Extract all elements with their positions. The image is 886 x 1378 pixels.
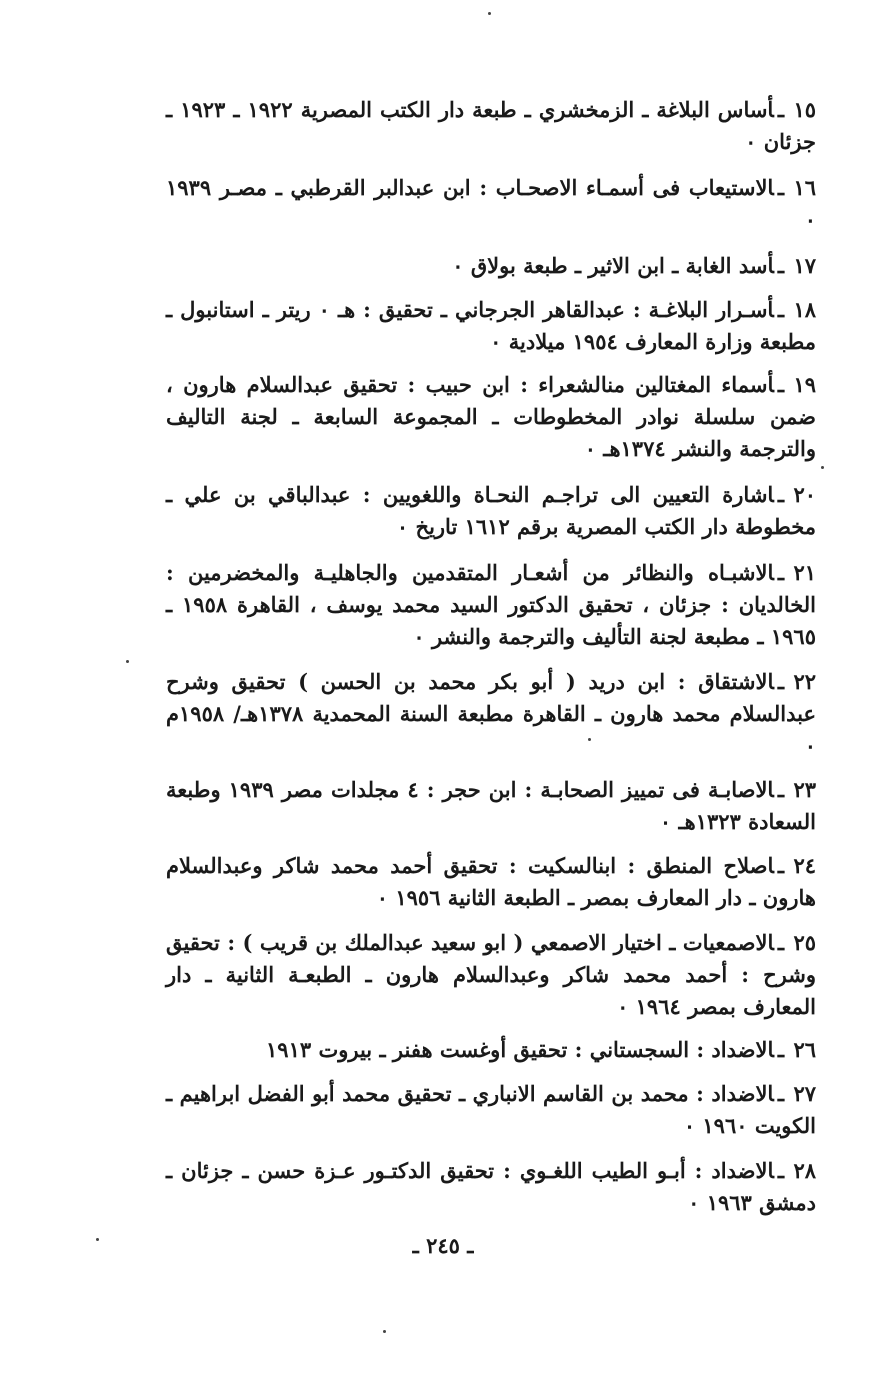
bibliography-entry-22: ٢٢ـالاشتقاق : ابن دريد ( أبو بكر محمد بن الحسن ) تحقيق وشرح عبدالسلام محمد هارون ـ القاهرة مطبعة السنة المحمدية ١٣٧٨هـ/ ١٩٥٨م ٠ [166, 666, 816, 762]
entry-number: ١٨ [793, 297, 816, 322]
entry-number: ٢٨ [793, 1158, 816, 1183]
entry-text: الاشتقاق : ابن دريد ( أبو بكر محمد بن الحسن ) تحقيق وشرح عبدالسلام محمد هارون ـ القاهرة مطبعة السنة المحمدية ١٣٧٨هـ/ ١٩٥٨م ٠ [166, 669, 816, 758]
entry-text: الاشبـاه والنظائر من أشعـار المتقدمين والجاهليـة والمخضرمين : الخالديان : جزئان ، تحقيق الدكتور السيد محمد يوسف ، القاهرة ١٩٥٨ ـ ١٩٦٥ ـ مطبعة لجنة التأليف والترجمة والنشر ٠ [166, 560, 816, 649]
entry-number: ٢٢ [793, 669, 816, 694]
entry-text: أساس البلاغة ـ الزمخشري ـ طبعة دار الكتب المصرية ١٩٢٢ ـ ١٩٢٣ ـ جزئان ٠ [166, 97, 816, 154]
page-number: ـ ٢٤٥ ـ [412, 1233, 474, 1258]
bibliography-entry-26: ٢٦ـالاضداد : السجستاني : تحقيق أوغست هفنر ـ بيروت ١٩١٣ [166, 1034, 816, 1066]
entry-number: ١٥ [793, 97, 816, 122]
entry-text: اصلاح المنطق : ابنالسكيت : تحقيق أحمد محمد شاكر وعبدالسلام هارون ـ دار المعارف بمصر ـ الطبعة الثانية ١٩٥٦ ٠ [166, 853, 816, 910]
bibliography-entry-20: ٢٠ـاشارة التعيين الى تراجـم النحـاة واللغويين : عبدالباقي بن علي ـ مخطوطة دار الكتب المصرية برقم ١٦١٢ تاريخ ٠ [166, 479, 816, 543]
scan-speck [821, 466, 824, 469]
entry-text: الاستيعاب فى أسمـاء الاصحـاب : ابن عبدالبر القرطبي ـ مصـر ١٩٣٩ ٠ [166, 175, 816, 232]
entry-text: الاضداد : محمد بن القاسم الانباري ـ تحقيق محمد أبو الفضل ابراهيم ـ الكويت ١٩٦٠ ٠ [166, 1081, 816, 1138]
entry-number: ٢٠ [793, 482, 816, 507]
bibliography-entry-19: ١٩ـأسماء المغتالين منالشعراء : ابن حبيب : تحقيق عبدالسلام هارون ، ضمن سلسلة نوادر المخطوطات ـ المجموعة السابعة ـ لجنة التاليف والترجمة والنشر ١٣٧٤هـ ٠ [166, 369, 816, 465]
scan-speck [488, 12, 491, 15]
bibliography-entry-16: ١٦ـالاستيعاب فى أسمـاء الاصحـاب : ابن عبدالبر القرطبي ـ مصـر ١٩٣٩ ٠ [166, 172, 816, 236]
bibliography-entry-24: ٢٤ـاصلاح المنطق : ابنالسكيت : تحقيق أحمد محمد شاكر وعبدالسلام هارون ـ دار المعارف بمصر ـ الطبعة الثانية ١٩٥٦ ٠ [166, 850, 816, 914]
entry-text: أسـرار البلاغـة : عبدالقاهر الجرجاني ـ تحقيق : هـ ٠ ريتر ـ استانبول ـ مطبعة وزارة المعارف ١٩٥٤ ميلادية ٠ [166, 297, 816, 354]
entry-number: ١٩ [793, 372, 816, 397]
entry-number: ٢٧ [793, 1081, 816, 1106]
entry-number: ٢٦ [793, 1037, 816, 1062]
scan-speck [126, 660, 129, 663]
entry-number: ٢٤ [793, 853, 816, 878]
bibliography-entry-15: ١٥ـأساس البلاغة ـ الزمخشري ـ طبعة دار الكتب المصرية ١٩٢٢ ـ ١٩٢٣ ـ جزئان ٠ [166, 94, 816, 158]
bibliography-entry-25: ٢٥ـالاصمعيات ـ اختيار الاصمعي ( ابو سعيد عبدالملك بن قريب ) : تحقيق وشرح : أحمد محمد شاكر وعبدالسلام هارون ـ الطبعـة الثانية ـ دار المعارف بمصر ١٩٦٤ ٠ [166, 927, 816, 1023]
entry-text: أسد الغابة ـ ابن الاثير ـ طبعة بولاق ٠ [452, 253, 774, 278]
entry-text: الاضداد : أبـو الطيب اللغـوي : تحقيق الدكتـور عـزة حسن ـ جزئان ـ دمشق ١٩٦٣ ٠ [166, 1158, 816, 1215]
entry-number: ٢١ [793, 560, 816, 585]
entry-text: الاصابـة فى تمييز الصحابـة : ابن حجر : ٤ مجلدات مصر ١٩٣٩ وطبعة السعادة ١٣٢٣هـ ٠ [166, 777, 816, 834]
entry-text: اشارة التعيين الى تراجـم النحـاة واللغويين : عبدالباقي بن علي ـ مخطوطة دار الكتب المصرية برقم ١٦١٢ تاريخ ٠ [166, 482, 816, 539]
entry-number: ٢٣ [793, 777, 816, 802]
bibliography-entry-21: ٢١ـالاشبـاه والنظائر من أشعـار المتقدمين والجاهليـة والمخضرمين : الخالديان : جزئان ، تحقيق الدكتور السيد محمد يوسف ، القاهرة ١٩٥٨ ـ ١٩٦٥ ـ مطبعة لجنة التأليف والترجمة والنشر ٠ [166, 557, 816, 653]
entry-text: الاصمعيات ـ اختيار الاصمعي ( ابو سعيد عبدالملك بن قريب ) : تحقيق وشرح : أحمد محمد شاكر وعبدالسلام هارون ـ الطبعـة الثانية ـ دار المعارف بمصر ١٩٦٤ ٠ [166, 930, 816, 1019]
scan-speck [96, 1238, 99, 1241]
entry-text: الاضداد : السجستاني : تحقيق أوغست هفنر ـ بيروت ١٩١٣ [266, 1037, 774, 1062]
scan-speck [383, 1330, 386, 1333]
bibliography-entry-18: ١٨ـأسـرار البلاغـة : عبدالقاهر الجرجاني ـ تحقيق : هـ ٠ ريتر ـ استانبول ـ مطبعة وزارة المعارف ١٩٥٤ ميلادية ٠ [166, 294, 816, 358]
scan-speck [588, 738, 591, 741]
bibliography-entry-23: ٢٣ـالاصابـة فى تمييز الصحابـة : ابن حجر : ٤ مجلدات مصر ١٩٣٩ وطبعة السعادة ١٣٢٣هـ ٠ [166, 774, 816, 838]
bibliography-entry-28: ٢٨ـالاضداد : أبـو الطيب اللغـوي : تحقيق الدكتـور عـزة حسن ـ جزئان ـ دمشق ١٩٦٣ ٠ [166, 1155, 816, 1219]
bibliography-entry-27: ٢٧ـالاضداد : محمد بن القاسم الانباري ـ تحقيق محمد أبو الفضل ابراهيم ـ الكويت ١٩٦٠ ٠ [166, 1078, 816, 1142]
bibliography-entry-17: ١٧ـأسد الغابة ـ ابن الاثير ـ طبعة بولاق ٠ [166, 250, 816, 282]
entry-number: ١٦ [793, 175, 816, 200]
entry-number: ١٧ [793, 253, 816, 278]
entry-number: ٢٥ [793, 930, 816, 955]
entry-text: أسماء المغتالين منالشعراء : ابن حبيب : تحقيق عبدالسلام هارون ، ضمن سلسلة نوادر المخطوطات ـ المجموعة السابعة ـ لجنة التاليف والترجمة والنشر ١٣٧٤هـ ٠ [166, 372, 816, 461]
